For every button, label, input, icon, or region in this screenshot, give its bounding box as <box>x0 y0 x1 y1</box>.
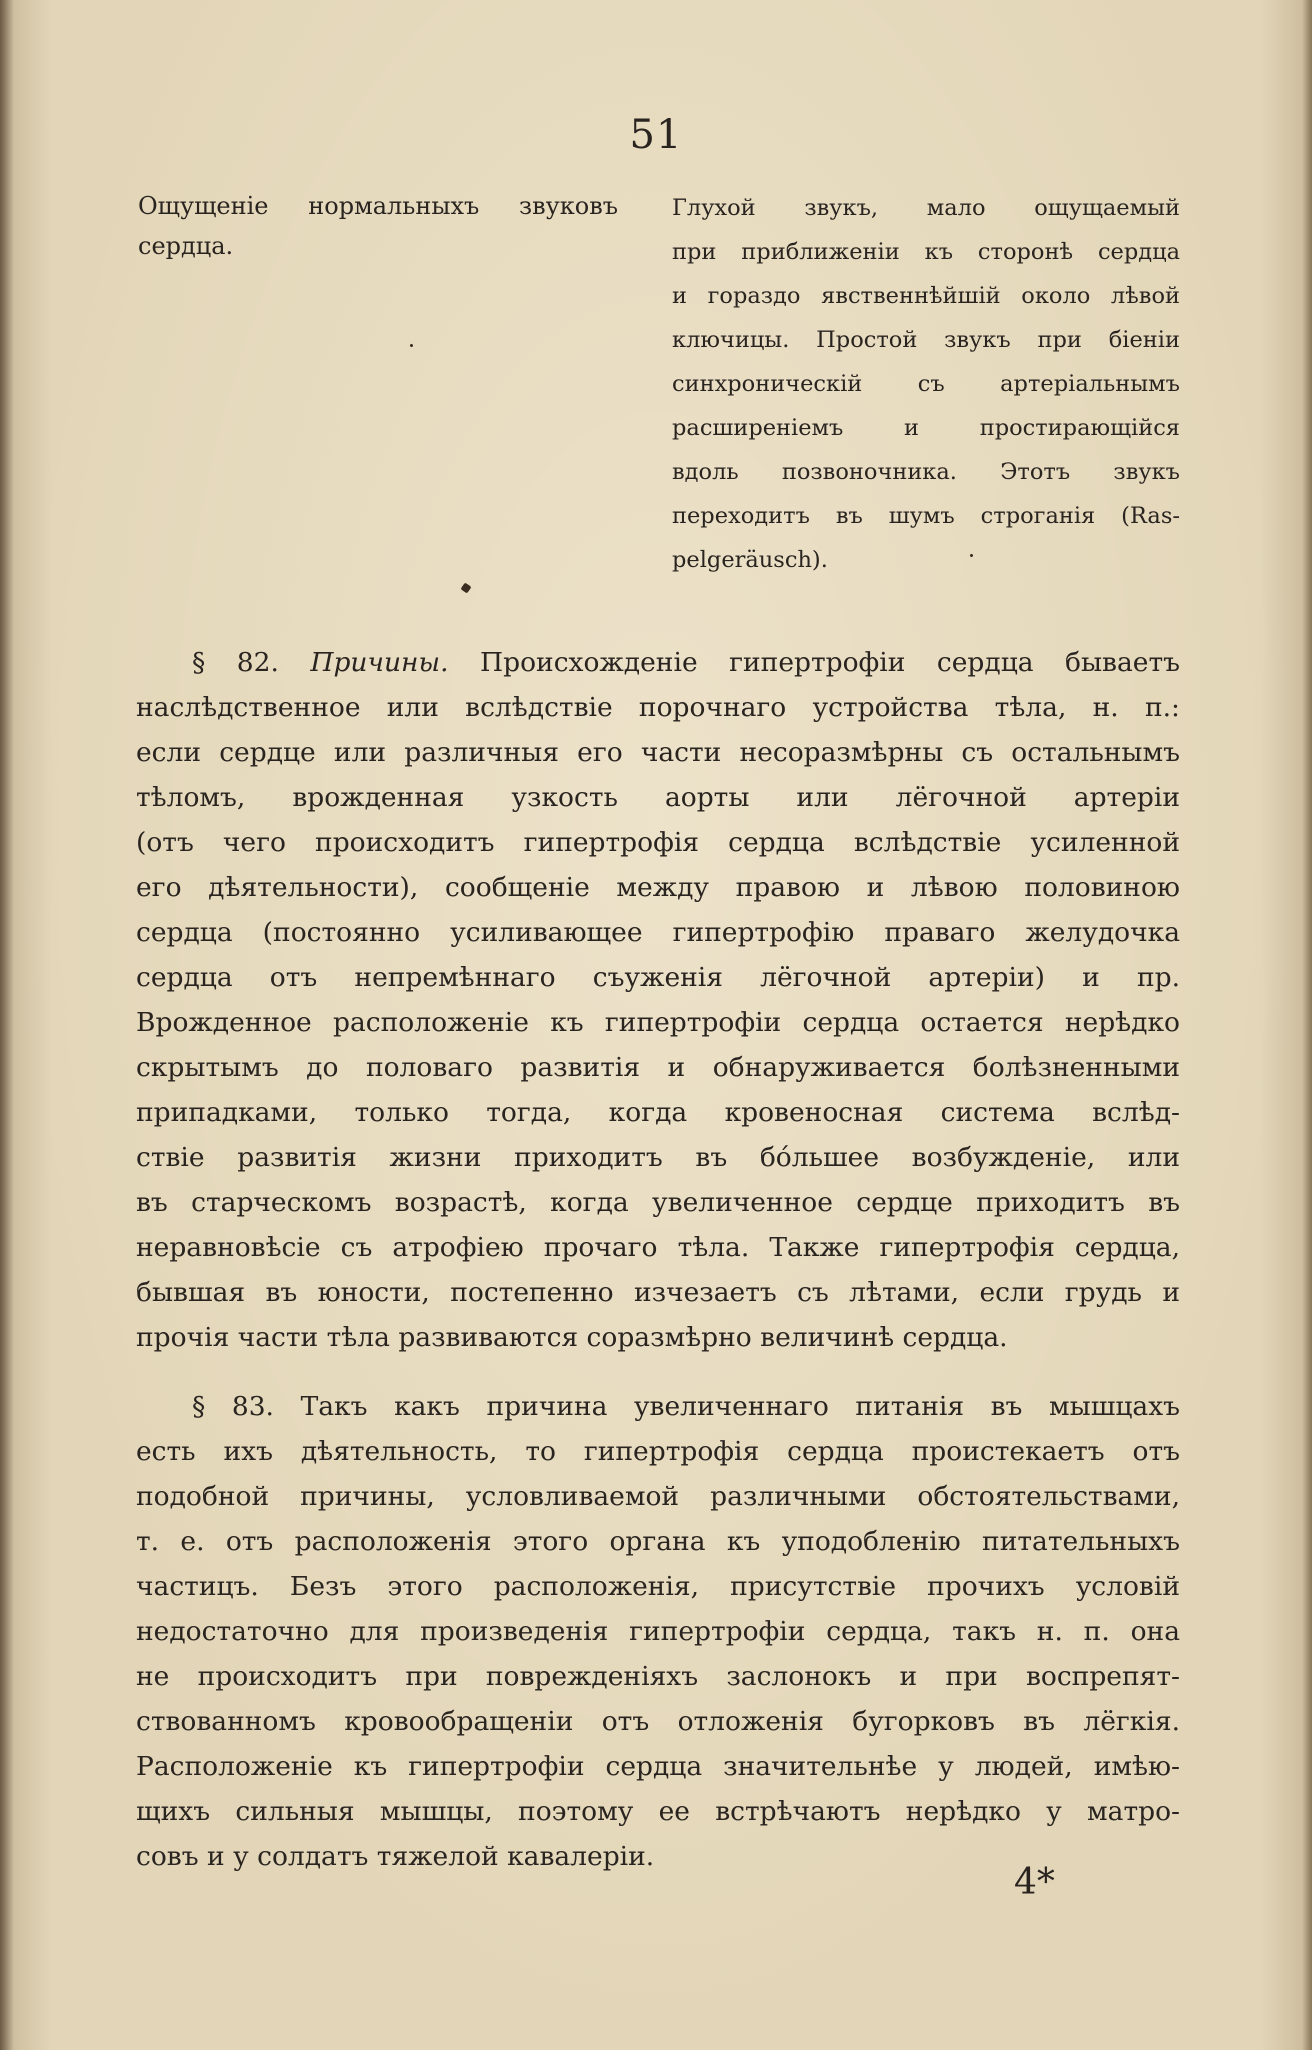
description-line: расширеніемъ и простирающійся <box>672 415 1180 441</box>
section-83-line: частицъ. Безъ этого расположенія, присутствіе прочихъ условій <box>136 1571 1180 1602</box>
description-line: ключицы. Простой звукъ при біеніи <box>672 327 1180 353</box>
section-82-line: сердца (постоянно усиливающее гипертрофію праваго желудочка <box>136 917 1180 948</box>
description-line: синхроническій съ артеріальнымъ <box>672 371 1180 397</box>
description-line: и гораздо явственнѣйшій около лѣвой <box>672 283 1180 309</box>
description-line: Глухой звукъ, мало ощущаемый <box>672 195 1180 221</box>
description-line: переходитъ въ шумъ строганія (Ras- <box>672 503 1180 529</box>
section-83 <box>136 1384 1180 1879</box>
section-83-line: есть ихъ дѣятельность, то гипертрофія сердца проистекаетъ отъ <box>136 1436 1180 1467</box>
section-83-line: совъ и у солдатъ тяжелой кавалеріи. <box>136 1841 655 1872</box>
section-82-number: § 82. <box>192 647 279 678</box>
section-82-line: его дѣятельности), сообщеніе между правою и лѣвою половиною <box>136 872 1180 903</box>
section-82-line: (отъ чего происходитъ гипертрофія сердца вслѣдствіе усиленной <box>136 827 1180 858</box>
page-number: 51 <box>629 112 683 158</box>
section-82-line: въ старческомъ возрастѣ, когда увеличенное сердце приходитъ въ <box>136 1187 1180 1218</box>
section-82-line: припадками, только тогда, когда кровеносная система вслѣд- <box>136 1097 1180 1128</box>
section-83-line: ствованномъ кровообращеніи отъ отложенія бугорковъ въ лёгкія. <box>136 1706 1180 1737</box>
section-82-line: неравновѣсіе съ атрофіею прочаго тѣла. Также гипертрофія сердца, <box>136 1232 1180 1263</box>
section-83-line: подобной причины, условливаемой различными обстоятельствами, <box>136 1481 1180 1512</box>
section-82 <box>136 640 1180 1360</box>
section-83-line: § 83. Такъ какъ причина увеличеннаго питанія въ мышцахъ <box>192 1391 1180 1422</box>
section-82-line: наслѣдственное или вслѣдствіе порочнаго устройства тѣла, н. п.: <box>136 692 1180 723</box>
sound-description <box>672 186 1180 582</box>
section-82-line: ствіе развитія жизни приходитъ въ бóльшее возбужденіе, или <box>136 1142 1180 1173</box>
section-82-line: бывшая въ юности, постепенно изчезаетъ съ лѣтами, если грудь и <box>136 1277 1180 1308</box>
section-82-heading: Причины. <box>310 647 449 678</box>
section-83-line: Расположеніе къ гипертрофіи сердца значительнѣе у людей, имѣю- <box>136 1751 1180 1782</box>
section-82-line: скрытымъ до половаго развитія и обнаруживается болѣзненными <box>136 1052 1180 1083</box>
section-83-line: недостаточно для произведенія гипертрофіи сердца, такъ н. п. она <box>136 1616 1180 1647</box>
ink-speck <box>409 343 413 347</box>
ink-speck <box>460 582 471 593</box>
section-82-line: Происхожденіе гипертрофіи сердца бываетъ <box>480 647 1180 678</box>
page-edge-left <box>0 0 14 2050</box>
signature-mark: 4* <box>1014 1862 1055 1903</box>
section-82-line: сердца отъ непремѣннаго съуженія лёгочной артеріи) и пр. <box>136 962 1180 993</box>
page-edge-right <box>1302 0 1312 2050</box>
section-82-line: если сердце или различныя его части несоразмѣрны съ остальнымъ <box>136 737 1180 768</box>
section-83-line: щихъ сильныя мышцы, поэтому ее встрѣчаютъ нерѣдко у матро- <box>136 1796 1180 1827</box>
section-82-line: Врожденное расположеніе къ гипертрофіи сердца остается нерѣдко <box>136 1007 1180 1038</box>
section-82-line: прочія части тѣла развиваются соразмѣрно величинѣ сердца. <box>136 1322 1008 1353</box>
description-line: вдоль позвоночника. Этотъ звукъ <box>672 459 1180 485</box>
section-83-line: не происходитъ при поврежденіяхъ заслонокъ и при воспрепят- <box>136 1661 1180 1692</box>
description-line: pelgeräusch). <box>672 547 828 573</box>
marginal-heading: Ощущеніе нормальныхъ звуковъ сердца. <box>138 192 618 260</box>
description-line: при приближеніи къ сторонѣ сердца <box>672 239 1180 265</box>
section-82-first-line <box>136 640 1180 685</box>
section-83-line: т. е. отъ расположенія этого органа къ уподобленію питательныхъ <box>136 1526 1180 1557</box>
section-82-line: тѣломъ, врожденная узкость аорты или лёгочной артеріи <box>136 782 1180 813</box>
